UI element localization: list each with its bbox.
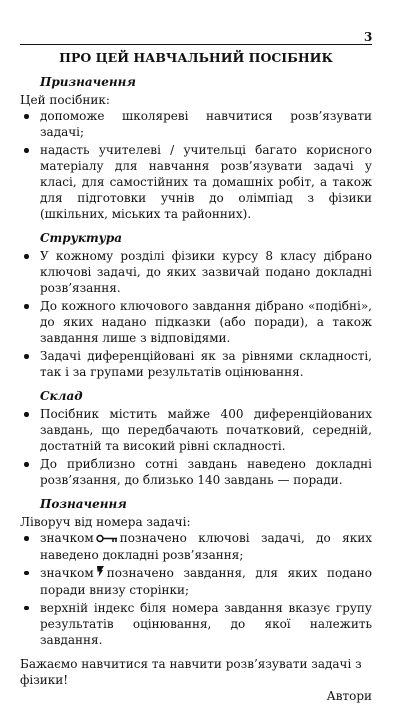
- key-icon: [96, 531, 118, 547]
- list-item: [20, 142, 372, 222]
- bullet-icon: [24, 354, 29, 359]
- list-item-text: допоможе школяреві навчитися розв’язувати задачі;: [40, 109, 372, 139]
- list-item-text: До приблизно сотні завдань наведено докладні розв’язання, до близько 140 завдань — поради.: [40, 457, 372, 487]
- page-number: 3: [364, 30, 373, 44]
- section-heading-structure: Структура: [40, 231, 122, 245]
- bullet-icon: [24, 304, 29, 309]
- notation-list: [20, 530, 372, 648]
- list-item: [20, 108, 372, 140]
- notation-before: значком: [40, 531, 94, 545]
- purpose-intro: Цей посібник:: [20, 93, 110, 107]
- bullet-icon: [24, 254, 29, 259]
- bullet-icon: [24, 571, 29, 576]
- bullet-icon: [24, 148, 29, 153]
- list-item: [20, 600, 372, 648]
- list-item-text: Посібник містить майже 400 диференційованих завдань, що передбачають початковий, середній, достатній та високий рівні складності.: [40, 407, 372, 453]
- section-heading-notation: Позначення: [40, 497, 127, 511]
- purpose-list: [20, 108, 372, 222]
- list-item-text: Задачі диференційовані як за рівнями складності, так і за групами результатів оцінювання.: [40, 349, 372, 379]
- list-item-text: верхній індекс біля номера завдання вказує групу результатів оцінювання, до якої належить завдання.: [40, 600, 372, 647]
- bullet-icon: [24, 606, 29, 611]
- bullet-icon: [24, 114, 29, 119]
- bullet-icon: [24, 462, 29, 467]
- list-item: [20, 298, 372, 346]
- bullet-icon: [24, 412, 29, 417]
- structure-list: [20, 248, 372, 380]
- notation-after: позначено ключові задачі, до яких наведено докладні розв’язання;: [40, 531, 372, 562]
- list-item: [20, 406, 372, 454]
- section-heading-purpose: Призначення: [40, 75, 136, 89]
- list-item: [20, 565, 372, 598]
- list-item: [20, 248, 372, 296]
- page-content: [20, 49, 372, 704]
- page-title: ПРО ЦЕЙ НАВЧАЛЬНИЙ ПОСІБНИК: [59, 50, 333, 65]
- header-rule: [20, 44, 372, 45]
- list-item-text: У кожному розділі фізики курсу 8 класу дібрано ключові задачі, до яких зазвичай подано докладні розв’язання.: [40, 249, 372, 295]
- contents-list: [20, 406, 372, 488]
- list-item-text: надасть учителеві / учительці багато корисного матеріалу для навчання розв’язувати задачі у класі, для самостійних та домашніх робіт, а також для підготовки учнів до олімпіад з фізики (шкільних, міських та районних).: [40, 143, 372, 221]
- closing-text: Бажаємо навчитися та навчити розв’язувати задачі з фізики!: [20, 656, 362, 687]
- notation-intro: Ліворуч від номера задачі:: [20, 515, 191, 529]
- section-heading-contents: Склад: [40, 389, 83, 403]
- list-item: [20, 348, 372, 380]
- list-item: [20, 530, 372, 563]
- bullet-icon: [24, 536, 29, 541]
- signature: Автори: [326, 688, 372, 703]
- list-item-text: До кожного ключового завдання дібрано «подібні», до яких надано підказки (або поради), а також завдання лише з відповідями.: [40, 299, 372, 345]
- notation-before: значком: [40, 565, 94, 580]
- hint-icon: [96, 565, 105, 582]
- notation-after: позначено завдання, для яких подано поради внизу сторінки;: [40, 565, 372, 597]
- list-item: [20, 456, 372, 488]
